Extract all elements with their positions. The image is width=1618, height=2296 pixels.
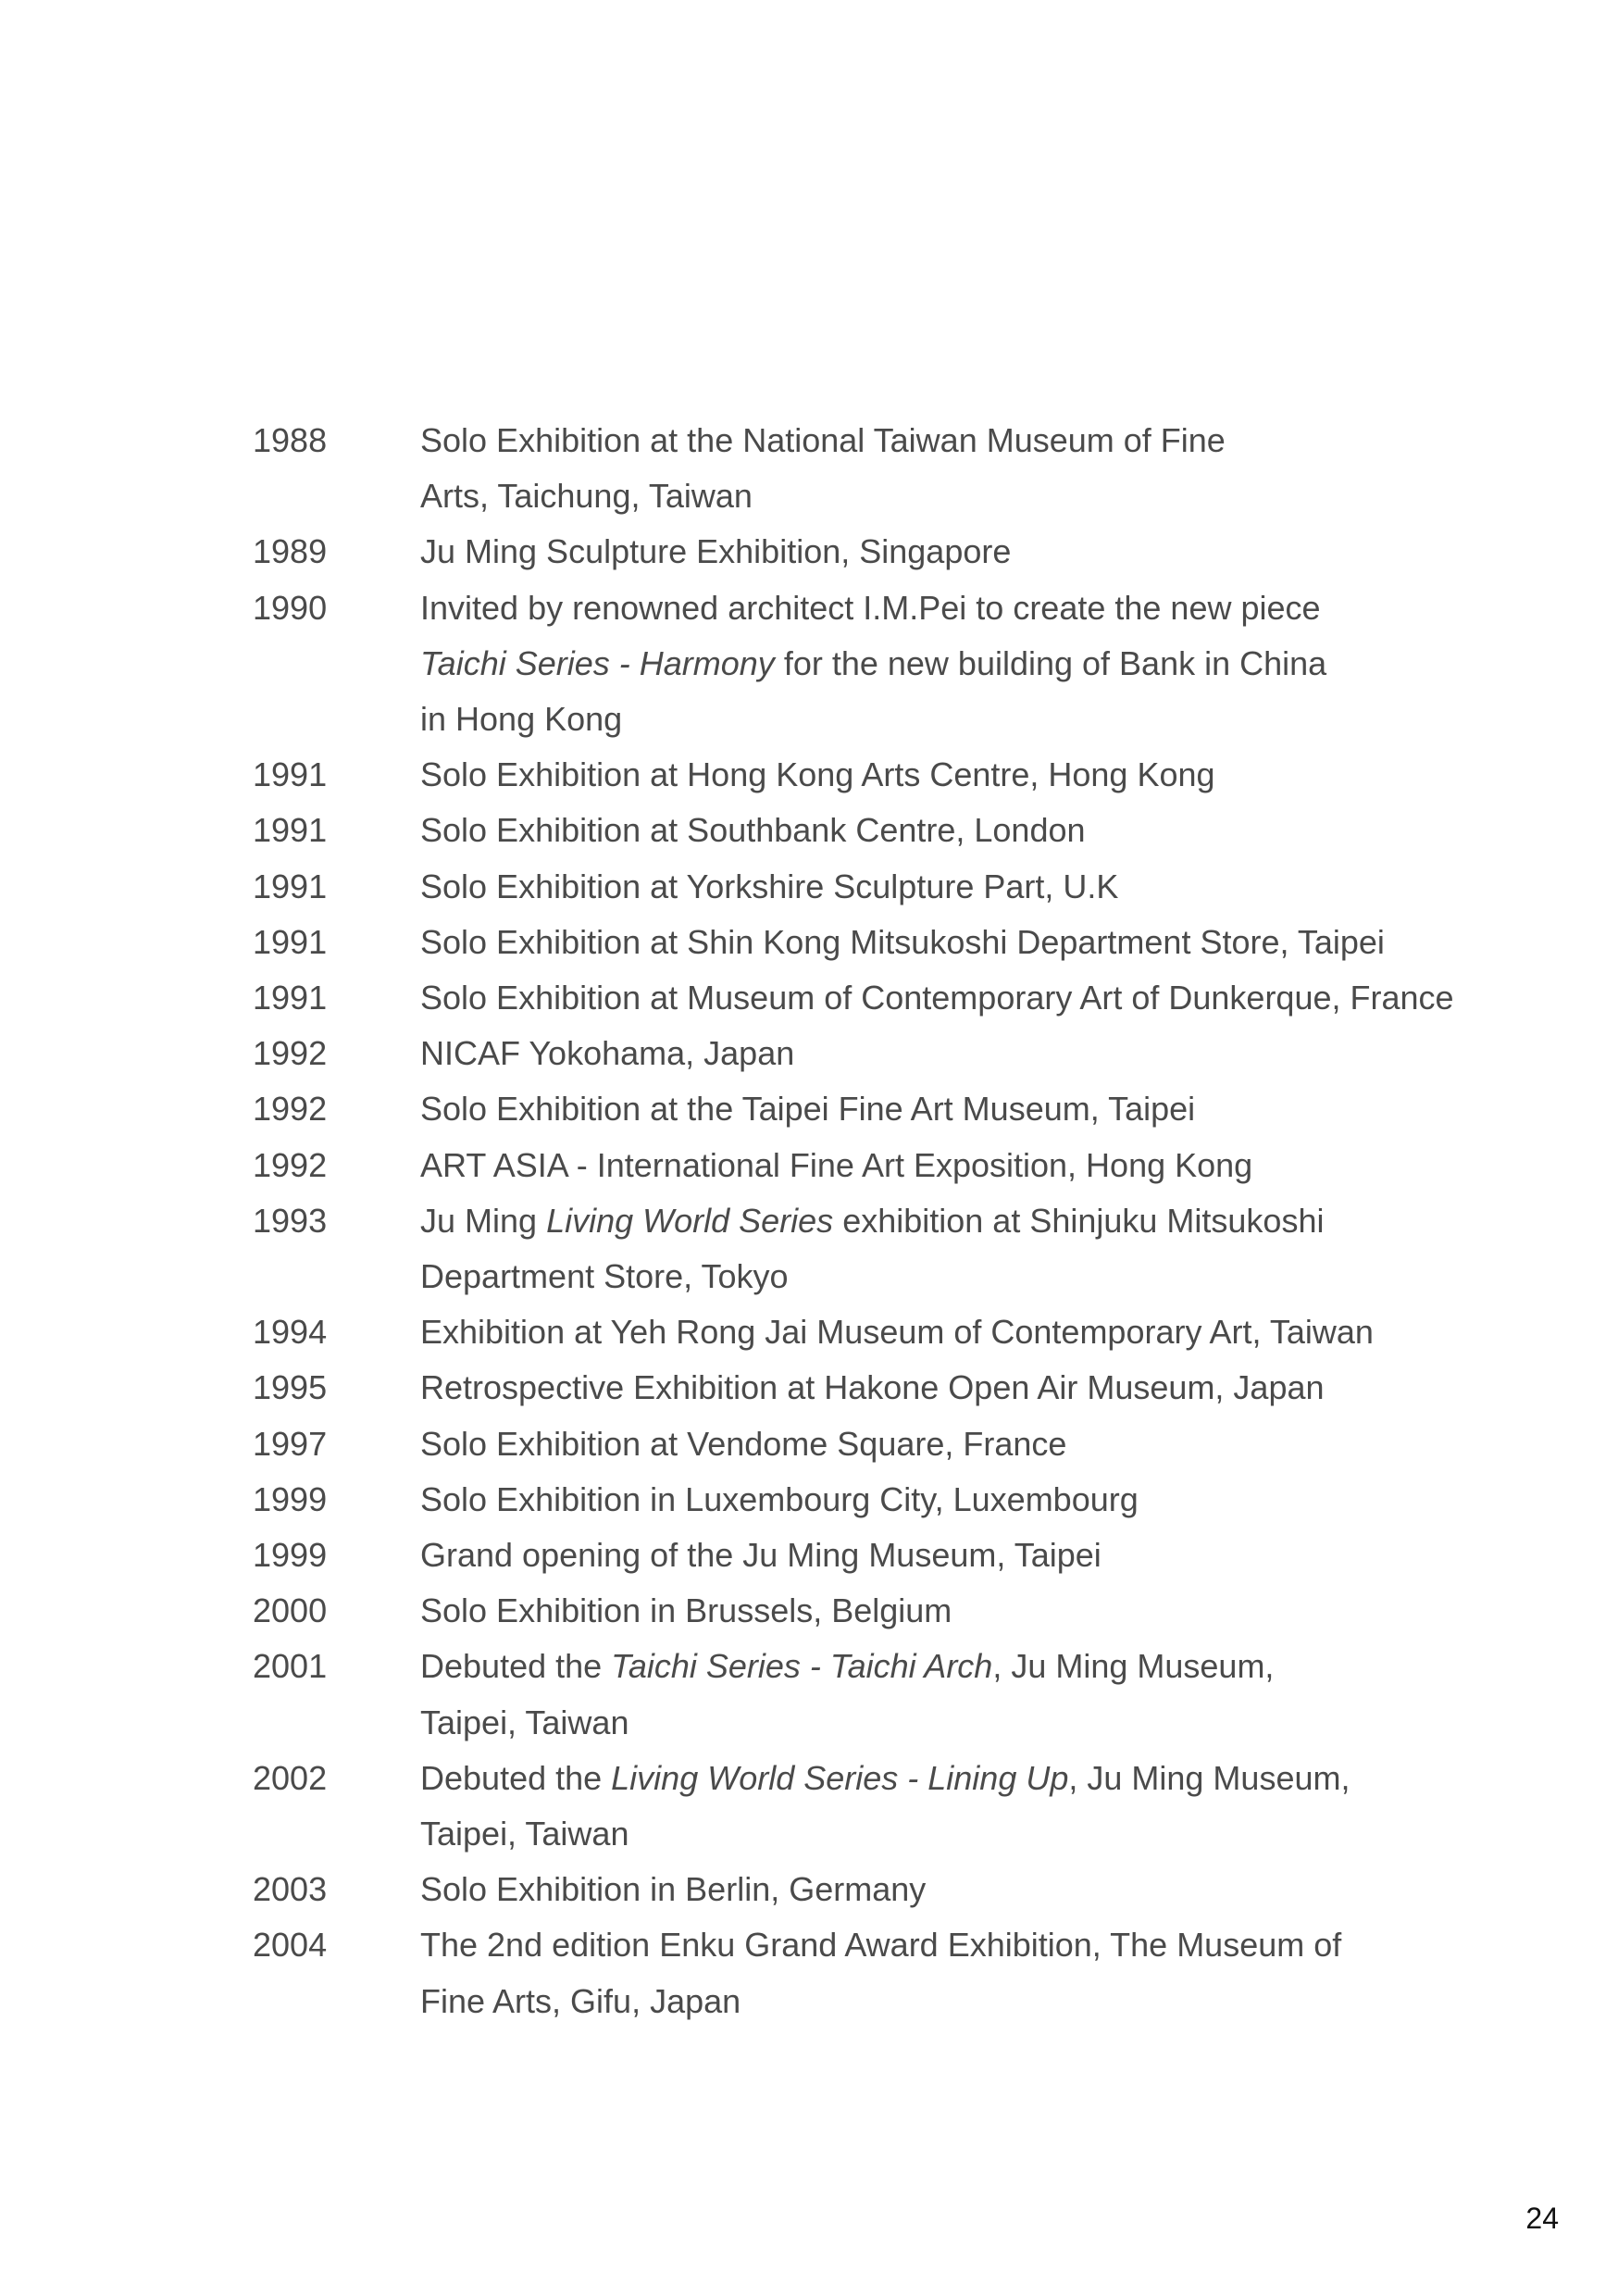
entry-year: 1991 xyxy=(253,755,328,794)
description-text: Solo Exhibition in Brussels, Belgium xyxy=(420,1591,952,1630)
italic-title-text: Taichi Series - Taichi Arch xyxy=(611,1647,993,1686)
entry-year: 1992 xyxy=(253,1145,328,1184)
timeline-entry xyxy=(0,1751,1618,1862)
description-line xyxy=(420,1639,1587,1694)
entry-year: 1990 xyxy=(253,588,328,627)
description-text: Solo Exhibition at Yorkshire Sculpture Part, U.K xyxy=(420,867,1119,905)
entry-description xyxy=(420,1304,1587,1360)
timeline-entry xyxy=(0,1416,1618,1472)
timeline-entry xyxy=(0,1138,1618,1193)
entry-description xyxy=(420,1917,1587,2028)
description-text: Fine Arts, Gifu, Japan xyxy=(420,1981,741,2020)
description-line xyxy=(420,859,1587,915)
timeline-entry xyxy=(0,1528,1618,1583)
entry-year: 2003 xyxy=(253,1870,328,1909)
description-line xyxy=(420,1695,1587,1751)
description-line xyxy=(420,970,1587,1026)
entry-description xyxy=(420,1751,1587,1862)
entry-description xyxy=(420,970,1587,1026)
description-text: in Hong Kong xyxy=(420,700,623,739)
description-text: Ju Ming xyxy=(420,1201,547,1240)
description-text: Solo Exhibition at Southbank Centre, London xyxy=(420,811,1086,850)
entry-year: 2000 xyxy=(253,1591,328,1630)
entry-description xyxy=(420,413,1587,524)
description-line xyxy=(420,1416,1587,1472)
entry-year: 2001 xyxy=(253,1647,328,1686)
description-line xyxy=(420,1472,1587,1528)
entry-year: 2002 xyxy=(253,1758,328,1797)
description-line xyxy=(420,747,1587,803)
description-text: Exhibition at Yeh Rong Jai Museum of Contemporary Art, Taiwan xyxy=(420,1313,1374,1352)
description-line xyxy=(420,1081,1587,1137)
entry-description xyxy=(420,859,1587,915)
timeline-entry xyxy=(0,1081,1618,1137)
description-text: ART ASIA - International Fine Art Exposition, Hong Kong xyxy=(420,1145,1253,1184)
description-line xyxy=(420,803,1587,858)
italic-title-text: Living World Series xyxy=(546,1201,834,1240)
description-text: , Ju Ming Museum, xyxy=(1068,1758,1350,1797)
entry-year: 1992 xyxy=(253,1090,328,1129)
description-text: Taipei, Taiwan xyxy=(420,1703,629,1741)
description-text: Debuted the xyxy=(420,1758,612,1797)
description-line xyxy=(420,524,1587,580)
description-text: Debuted the xyxy=(420,1647,612,1686)
entry-year: 1995 xyxy=(253,1368,328,1407)
description-text: Ju Ming Sculpture Exhibition, Singapore xyxy=(420,532,1012,571)
description-line xyxy=(420,1193,1587,1249)
description-text: NICAF Yokohama, Japan xyxy=(420,1034,795,1073)
entry-description xyxy=(420,1528,1587,1583)
timeline-entry xyxy=(0,1026,1618,1081)
entry-description xyxy=(420,1416,1587,1472)
italic-title-text: Living World Series - Lining Up xyxy=(611,1758,1069,1797)
entry-year: 1999 xyxy=(253,1479,328,1518)
entry-year: 1991 xyxy=(253,811,328,850)
timeline-entry xyxy=(0,1639,1618,1750)
description-line xyxy=(420,636,1587,692)
entry-year: 1989 xyxy=(253,532,328,571)
description-text: Invited by renowned architect I.M.Pei to create the new piece xyxy=(420,588,1321,627)
entry-description xyxy=(420,1639,1587,1750)
description-text: Solo Exhibition in Berlin, Germany xyxy=(420,1870,927,1909)
description-line xyxy=(420,1304,1587,1360)
description-line xyxy=(420,413,1587,468)
timeline-entry xyxy=(0,747,1618,803)
timeline-entry xyxy=(0,1862,1618,1917)
description-line xyxy=(420,1583,1587,1639)
entry-year: 1994 xyxy=(253,1313,328,1352)
timeline-entry xyxy=(0,524,1618,580)
entry-description xyxy=(420,915,1587,970)
timeline-entry xyxy=(0,970,1618,1026)
description-line xyxy=(420,1806,1587,1862)
description-text: Grand opening of the Ju Ming Museum, Taipei xyxy=(420,1536,1101,1575)
page-number: 24 xyxy=(1525,2202,1559,2235)
italic-title-text: Taichi Series - Harmony xyxy=(420,643,775,682)
description-text: for the new building of Bank in China xyxy=(774,643,1327,682)
description-line xyxy=(420,1974,1587,2029)
description-text: Retrospective Exhibition at Hakone Open Air Museum, Japan xyxy=(420,1368,1325,1407)
entry-year: 1991 xyxy=(253,922,328,961)
timeline-entry xyxy=(0,1193,1618,1304)
timeline-entry xyxy=(0,1304,1618,1360)
entry-description xyxy=(420,1472,1587,1528)
entry-year: 1988 xyxy=(253,421,328,459)
entry-description xyxy=(420,1360,1587,1416)
timeline-entry xyxy=(0,803,1618,858)
description-text: Solo Exhibition in Luxembourg City, Luxembourg xyxy=(420,1479,1139,1518)
entry-year: 1991 xyxy=(253,979,328,1017)
entry-description xyxy=(420,1138,1587,1193)
entry-description xyxy=(420,1026,1587,1081)
entry-year: 2004 xyxy=(253,1926,328,1965)
description-line xyxy=(420,915,1587,970)
entry-description xyxy=(420,1583,1587,1639)
description-text: Taipei, Taiwan xyxy=(420,1815,629,1853)
description-line xyxy=(420,1751,1587,1806)
timeline-entry xyxy=(0,915,1618,970)
entry-year: 1997 xyxy=(253,1424,328,1463)
description-line xyxy=(420,1249,1587,1304)
entry-description xyxy=(420,524,1587,580)
timeline-entry xyxy=(0,1583,1618,1639)
description-text: Solo Exhibition at Museum of Contemporary Art of Dunkerque, France xyxy=(420,979,1454,1017)
timeline-entry xyxy=(0,1360,1618,1416)
entry-description xyxy=(420,803,1587,858)
description-text: The 2nd edition Enku Grand Award Exhibition, The Museum of xyxy=(420,1926,1342,1965)
exhibition-timeline xyxy=(0,413,1618,2029)
description-text: exhibition at Shinjuku Mitsukoshi xyxy=(833,1201,1325,1240)
description-text: , Ju Ming Museum, xyxy=(992,1647,1275,1686)
description-line xyxy=(420,1360,1587,1416)
description-line xyxy=(420,1862,1587,1917)
timeline-entry xyxy=(0,413,1618,524)
timeline-entry xyxy=(0,580,1618,748)
timeline-entry xyxy=(0,1917,1618,2028)
entry-description xyxy=(420,1081,1587,1137)
description-text: Solo Exhibition at the National Taiwan Museum of Fine xyxy=(420,421,1226,459)
timeline-entry xyxy=(0,1472,1618,1528)
description-text: Arts, Taichung, Taiwan xyxy=(420,477,753,516)
entry-description xyxy=(420,747,1587,803)
description-text: Department Store, Tokyo xyxy=(420,1257,789,1296)
description-line xyxy=(420,468,1587,524)
description-line xyxy=(420,580,1587,636)
entry-year: 1992 xyxy=(253,1034,328,1073)
description-text: Solo Exhibition at Vendome Square, France xyxy=(420,1424,1067,1463)
description-line xyxy=(420,1917,1587,1973)
entry-year: 1999 xyxy=(253,1536,328,1575)
description-text: Solo Exhibition at the Taipei Fine Art Museum, Taipei xyxy=(420,1090,1196,1129)
entry-description xyxy=(420,1193,1587,1304)
description-line xyxy=(420,1026,1587,1081)
description-line xyxy=(420,692,1587,747)
description-line xyxy=(420,1528,1587,1583)
entry-year: 1991 xyxy=(253,867,328,905)
entry-description xyxy=(420,580,1587,748)
entry-year: 1993 xyxy=(253,1201,328,1240)
description-text: Solo Exhibition at Shin Kong Mitsukoshi Department Store, Taipei xyxy=(420,922,1385,961)
description-line xyxy=(420,1138,1587,1193)
description-text: Solo Exhibition at Hong Kong Arts Centre, Hong Kong xyxy=(420,755,1215,794)
entry-description xyxy=(420,1862,1587,1917)
timeline-entry xyxy=(0,859,1618,915)
